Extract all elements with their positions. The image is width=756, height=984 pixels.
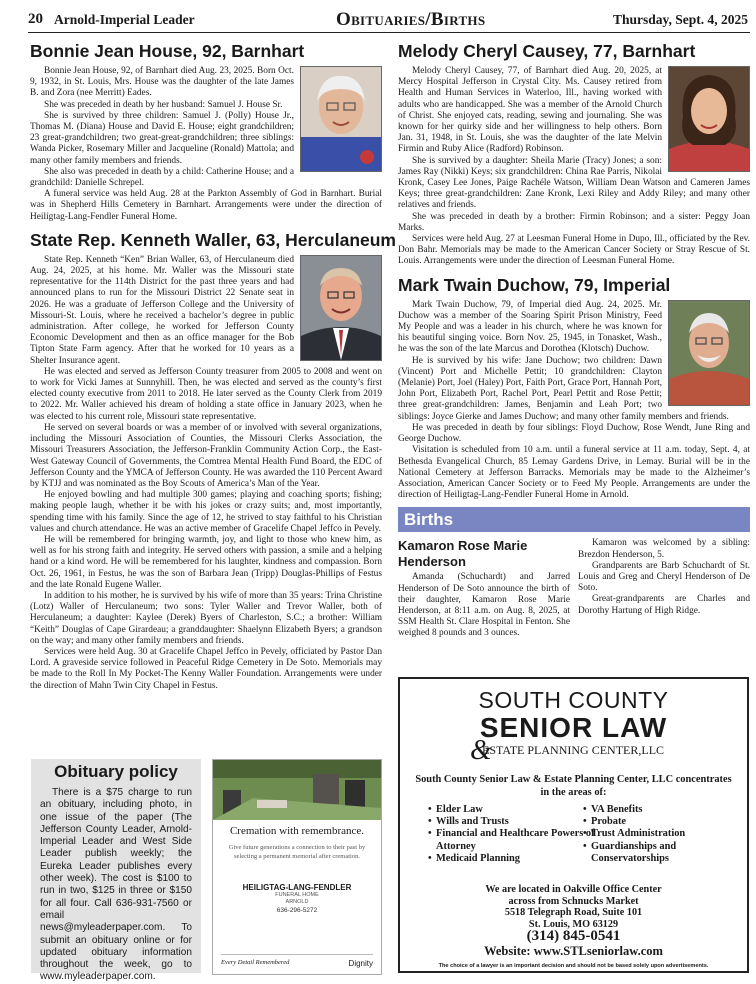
practice-area-item: • VA Benefits [583, 804, 733, 816]
location-line: St. Louis, MO 63129 [528, 918, 619, 930]
obituary-waller [30, 229, 396, 692]
obituary-paragraph: A funeral service was held Aug. 28 at the Parkton Assembly of God in Barnhart. Burial was in Shepherd Hills Cemetery in Barnhart. Arrangements were under the direction of Heiligtag-Lang-Fendler Funeral Home. [30, 189, 382, 222]
obituary-paragraph: Services were held Aug. 30 at Gracelife Chapel Jeffco in Pevely, officiated by Pastor Dan Lord. A graveside service followed in Peaceful Ridge Cemetery in De Soto. Memorials may be made to the Roll In My Pocket-The Kenny Waller Foundation. Arrangements were under the direction of Mahn Twin City Chapel in Festus. [30, 646, 382, 691]
cemetery-photo [213, 760, 381, 820]
obituary-policy-box [31, 759, 201, 983]
practice-area-item: • Medicaid Planning [428, 853, 598, 865]
obituary-headline: State Rep. Kenneth Waller, 63, Herculaneum [30, 229, 396, 250]
obituary-paragraph: Bonnie Jean House, 92, of Barnhart died Aug. 23, 2025. Born Oct. 9, 1932, in St. Louis, Mrs. House was the daughter of the late James B. and Zora (nee Merritt) Eades. [30, 66, 294, 99]
funeral-home-label: FUNERAL HOME [275, 892, 319, 898]
practice-area-item: • Elder Law [428, 804, 598, 816]
birth-headline: Kamaron Rose Marie Henderson [398, 538, 528, 570]
obituary-paragraph: He was elected and served as Jefferson County treasurer from 2005 to 2008 and went on to work for Vicki James at Sunnyhill. Then, he was elected and served as the county’s first elected county executive from 2011 to 2018. He later served as the County Clerk from 2019 to 2022. Mr. Waller achieved his dream of holding a state office in January 2023, when he was elected to his current role, Missouri state representative. [30, 366, 382, 422]
obituary-paragraph: She also was preceded in death by a child: Catherine House; and a grandchild: Danielle Schrepel. [30, 166, 294, 189]
obituary-paragraph: He was preceded in death by four siblings: Floyd Duchow, Rose Wendt, June Ring and George Duchow. [398, 422, 750, 445]
portrait-photo-causey [668, 66, 750, 172]
birth-paragraph: Great-grandparents are Charles and Dorothy Hartung of High Ridge. [578, 594, 750, 616]
obituary-paragraph: He will be remembered for bringing warmth, joy, and light to those who knew him, as well as for his strong faith and integrity. He served others with passion, a smile and a helping hand or a kind word. He will be remembered for his laughter, kindness and compassion. Born Oct. 26, 1961, in Festus, he was the son of Barbara Jean (Tripp) Douglas-Phillips of Festus and the late Ronald Eugene Waller. [30, 534, 382, 590]
obituary-paragraph: In addition to his mother, he is survived by his wife of more than 35 years: Trina Christine (Lotz) Waller of Herculaneum; two sons: Tyler Waller and Trevor Waller, both of Herculaneum; a daughter: Kaylee (Derek) Byers of Charleston, S.C.; a brother: William “Keith” Douglas of Cape Girardeau; a granddaughter: Shaelynn Elizabeth Byers; a grandson on the way; and many other family members and friends. [30, 590, 382, 646]
practice-area-item: • Wills and Trusts [428, 816, 598, 828]
births-section-title: Births [404, 510, 454, 530]
portrait-photo-duchow [668, 300, 750, 406]
portrait-photo-waller [300, 255, 382, 361]
practice-areas-right [583, 804, 733, 865]
births-section-bar [398, 507, 750, 532]
funeral-home-phone: 636-296-5272 [276, 907, 318, 914]
law-firm-name-line1: SOUTH COUNTY [478, 687, 669, 713]
page-number: 20 [28, 11, 43, 27]
funeral-ad-footer [221, 954, 373, 968]
funeral-home-city: ARNOLD [285, 899, 309, 905]
senior-law-ad [398, 677, 749, 973]
obituary-duchow [398, 274, 750, 502]
obituary-paragraph: He is survived by his wife: Jane Duchow; two children: Dawn (Vincent) Port and Michelle Pettit; 10 grandchildren: Clayton (Melanie) Port, Joel (Haley) Port, Faith Port, Grace Port, Hannah Port, John Port, Elizabeth Port, Rachel Port, Pearl Pettit and Rose Pettit; three great-grandchildren: James, Benjamin and Leah Port; two siblings: Joyce Gierke and James Duchow; and many other family members and friends. [398, 355, 729, 422]
birth-paragraph: Amanda (Schuchardt) and Jarred Henderson of De Soto announce the birth of their daughter, Kamaron Rose Marie Henderson, at 8:11 a.m. on Aug. 8, 2025, at SSM Health St. Clare Hospital in Fenton. She weighed 8 pounds and 3 ounces. [398, 572, 570, 639]
portrait-photo-house [300, 66, 382, 172]
obituary-paragraph: Services were held Aug. 27 at Leesman Funeral Home in Dupo, Ill., officiated by the Rev. Don Bahr. Memorials may be made to the American Cancer Society or Stray Rescue of St. Louis. Arrangements were under the direction of Leesman Funeral Home. [398, 234, 750, 267]
funeral-home-name: HEILIGTAG-LANG-FENDLER [242, 883, 352, 892]
obituary-paragraph: He enjoyed bowling and had multiple 300 games; playing and coaching sports; fishing; making people laugh, whether it be with his jokes or crazy suits; and, most importantly, spending time with his family. Since the age of 12, he strived to stay faithful to his Christian values and church attendance. He was an active member of Gracelife Chapel Jeffco in Pevely. [30, 490, 382, 534]
policy-text: There is a $75 charge to run an obituary, including photo, in one issue of the paper (The Jefferson County Leader, Arnold-Imperial Leader and West Side Leader publish weekly; the Eureka Leader publishes every other week). The cost is $100 to run in two, $125 in three or $150 for all four. Call 636-931-7560 or email news@myleaderpaper.com. To submit an obituary online or for updated obituary information throughout the week, go to www.myleaderpaper.com. [40, 787, 192, 983]
left-column [30, 40, 396, 698]
funeral-ad-tagline: Every Detail Remembered [221, 959, 290, 966]
location-line: 5518 Telegraph Road, Suite 101 [504, 907, 643, 919]
obituary-paragraph: Mark Twain Duchow, 79, of Imperial died Aug. 24, 2025. Mr. Duchow was a member of the Soaring Spirit Prison Ministry, Feed My People and was a leader in his church, where he was known for his beautiful singing voice. Born Nov. 25, 1945, in Tonasket, Wash., he was the son of the late Marcus and Dorothea (Klotsch) Duchow. [398, 299, 662, 355]
obituary-causey [398, 40, 750, 268]
birth-paragraph: Kamaron was welcomed by a sibling: Brezdon Henderson, 5. [578, 538, 750, 560]
obituary-paragraph: State Rep. Kenneth “Ken” Brian Waller, 63, of Herculaneum died Aug. 24, 2025, at his home. Mr. Waller was the Missouri state representative for the 114th District for the past three years and had announced plans to run for the Missouri District 22 Senate seat in 2026. He was a graduate of Jefferson College and the University of Missouri-St. Louis, where he received a bachelor’s degree in public administration. After college, he worked for Jefferson County Economic Development and then as an office manager for the Bob Tipton State Farm agency. After that he worked for 10 years as a Shelter Insurance agent. [30, 254, 294, 366]
obituary-paragraph: He served on several boards or was a member of or involved with several organizations, including the Missouri Association of Counties, the Missouri Clerks Association, the Missouri Treasurers Association, the Jefferson-Franklin Community Action Corp., the East-West Gateway Council of Governments, the Comtrea Mental Health Fund Board, the EDC of Jefferson County and the YMCA of Jefferson County. He was awarded the 110 Percent Award by KTJJ and was nominated as the Boy Scouts of America’s Man of the Year. [30, 422, 382, 489]
law-ad-intro: South County Senior Law & Estate Planning Center, LLC concentrates in the areas of: [415, 774, 732, 798]
obituary-paragraph: Melody Cheryl Causey, 77, of Barnhart died Aug. 20, 2025, at Mercy Hospital Jefferson in Crystal City. Ms. Causey retired from Health and Human Services in Waterloo, Ill., having worked with adults who are handicapped. She was a member of the Arnold Church of Christ. She enjoyed cats, reading, sewing and journaling. She was known for her quirky side and her willingness to help others. Born Jan. 31, 1948, in St. Louis, she was the daughter of the late Melvin Firmin and Ruby Alice (Radford) Robinson. [398, 66, 662, 155]
birth-paragraph: Grandparents are Barb Schuchardt of St. Louis and Greg and Cheryl Henderson of De Soto. [578, 560, 750, 594]
obituary-paragraph: She is survived by a daughter: Sheila Marie (Tracy) Jones; a son: James Ray (Nikki) Keys; six grandchildren: China Rae Parris, Nikolai Kronk, Casey Lee Jones, Paige Rachéle Watson, William Dean Watson and Cameren James Keys; three great-grandchildren: Zane Kronk, Lexi Riley and Addy Riley; and many other relatives and friends. [398, 155, 750, 211]
obituary-paragraph: Visitation is scheduled from 10 a.m. until a funeral service at 11 a.m. today, Sept. 4, at Bethesda Evangelical Church, 85 Lemay Gardens Drive, in Lemay. Burial will be in the National Cemetery at Jefferson Barracks. Memorials may be made to the Alzheimer’s Association, American Cancer Society or to Feed My People. Arrangements are under the direction of Heiligtag-Lang-Fendler Funeral Home in Arnold. [398, 445, 750, 501]
ampersand-logo: & [470, 735, 492, 766]
obituary-headline: Mark Twain Duchow, 79, Imperial [398, 274, 671, 295]
obituary-paragraph: She is survived by three children: Samuel J. (Polly) House Jr., Thomas M. (Diana) House and David E. House; eight grandchildren; 23 great-grandchildren; two great-great-grandchildren; three siblings: Wanda Picker, Rosemary Miller and Jacqueline (Ronald) Mattola; and many other family members and friends. [30, 110, 294, 166]
issue-date: Thursday, Sept. 4, 2025 [612, 12, 748, 27]
dignity-logo: Dignity [348, 959, 373, 968]
practice-area-item: • Guardianships and Conservatorships [583, 841, 733, 865]
practice-area-item: • Trust Administration [583, 828, 733, 840]
funeral-ad-headline: Cremation with remembrance. [229, 825, 365, 837]
funeral-ad-subtext: Give future generations a connection to their past by selecting a permanent memorial after cremation. [228, 844, 366, 860]
obituary-house [30, 40, 382, 223]
birth-announcement-right [578, 538, 750, 639]
publication-name: Arnold-Imperial Leader [54, 12, 195, 27]
law-firm-name-line3: ESTATE PLANNING CENTER,LLC [482, 743, 665, 757]
policy-title: Obituary policy [54, 762, 178, 781]
practice-area-item: • Probate [583, 816, 733, 828]
funeral-home-ad [212, 759, 382, 975]
location-line: across from Schnucks Market [508, 895, 639, 907]
obituary-paragraph: She was preceded in death by a brother: Firmin Robinson; and a sister: Peggy Joan Marks. [398, 211, 750, 233]
page-header [28, 10, 750, 33]
practice-area-item: • Financial and Healthcare Powers of Attorney [428, 828, 598, 852]
right-column [398, 40, 750, 640]
birth-announcement [398, 538, 750, 639]
law-firm-name-line2: SENIOR LAW [479, 712, 668, 743]
law-ad-disclaimer: The choice of a lawyer is an important decision and should not be based solely upon advertisements. [438, 963, 709, 969]
obituary-paragraph: She was preceded in death by her husband: Samuel J. House Sr. [44, 99, 283, 110]
practice-areas-left [428, 804, 598, 865]
law-office-website: Website: www.STLseniorlaw.com [484, 944, 663, 958]
obituary-headline: Melody Cheryl Causey, 77, Barnhart [398, 41, 696, 61]
law-office-phone: (314) 845-0541 [526, 928, 621, 944]
location-line: We are located in Oakville Office Center [485, 884, 662, 895]
obituary-headline: Bonnie Jean House, 92, Barnhart [30, 41, 305, 61]
section-title: Obituaries/Births [336, 9, 486, 30]
birth-announcement-left [398, 538, 570, 639]
law-office-location [400, 884, 747, 930]
